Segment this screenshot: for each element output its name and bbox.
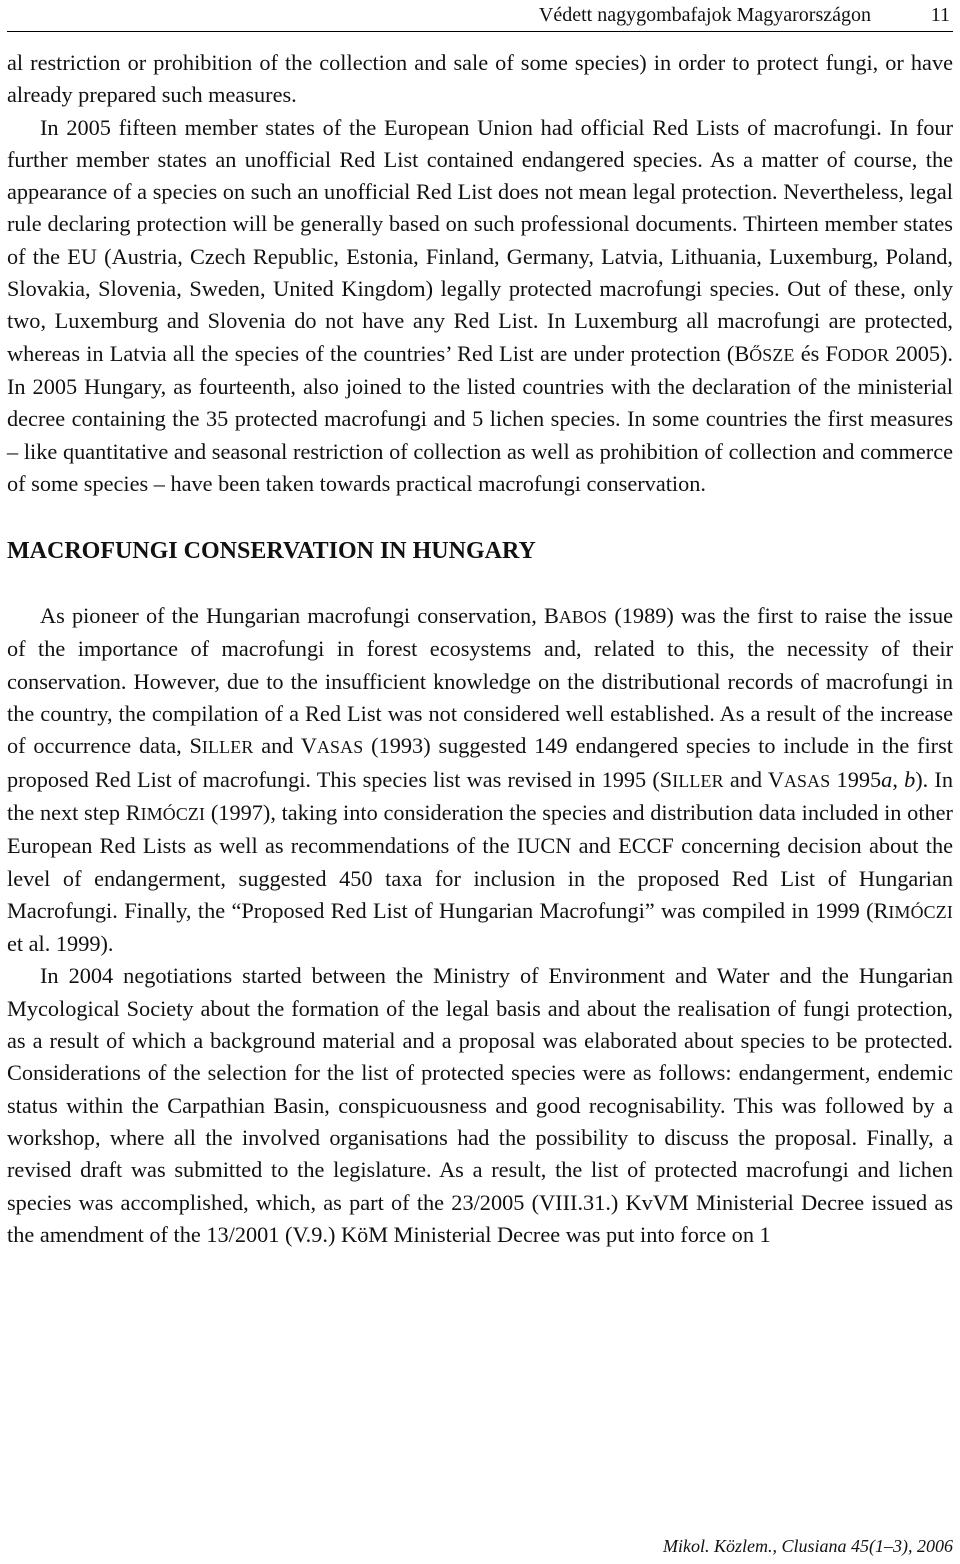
text-run: and xyxy=(723,766,768,792)
author-name: VASAS xyxy=(767,766,831,792)
author-name: VASAS xyxy=(300,733,364,759)
text-run: 1995 xyxy=(830,766,882,792)
text-run: ). In the next step xyxy=(7,766,953,825)
running-header xyxy=(7,3,953,32)
text-run: and xyxy=(253,733,301,759)
body-text xyxy=(7,47,953,1251)
author-name: RIMÓCZI xyxy=(873,897,953,923)
text-run: al restriction or prohibition of the collection and sale of some species) in order to protect fungi, or have already prepared such measures. xyxy=(7,50,953,108)
author-name: BŐSZE xyxy=(734,340,795,366)
author-name: SILLER xyxy=(189,733,254,759)
footer-citation xyxy=(663,1535,953,1557)
journal-name: Mikol. Közlem. xyxy=(662,1536,773,1556)
author-name: FODOR xyxy=(825,340,890,366)
paragraph-negotiations: In 2004 negotiations started between the Ministry of Environment and Water and the Hungarian Mycological Society about the formation of the legal basis and about the realisation of fungi protection, as a result of which a background material and a proposal was elaborated about species to be protected. Considerations of the selection for the list of protected species were as follows: endangerment, endemic status within the Carpathian Basin, conspicuousness and good recognisability. This was followed by a workshop, where all the involved organisations had the possibility to discuss the proposal. Finally, a revised draft was submitted to the legislature. As a result, the list of protected macrofungi and lichen species was accomplished, which, as part of the 23/2005 (VIII.31.) KvVM Ministerial Decree issued as the amendment of the 13/2001 (V.9.) KöM Ministerial Decree was put into force on 1 xyxy=(7,963,953,1247)
text-run: 2005). In 2005 Hungary, as fourteenth, also joined to the listed countries with the declaration of the ministerial decree containing the 35 protected macrofungi and 5 lichen species. In some countries the first measures – like quantitative and seasonal restriction of collection as well as prohibition of collection and commerce of some species – have been taken towards practical macrofungi conservation. xyxy=(7,340,953,496)
author-name: SILLER xyxy=(659,766,724,792)
document-page xyxy=(7,0,953,1564)
paragraph-continued xyxy=(7,47,953,112)
paragraph-pioneer xyxy=(7,600,953,960)
running-title: Védett nagygombafajok Magyarországon xyxy=(538,4,871,26)
text-run: (1993) suggested 149 endangered species to include in the first proposed Red List of macrofungi. This species list was revised in 1995 ( xyxy=(7,733,953,792)
author-name: BABOS xyxy=(543,603,608,629)
text-run: (1997), taking into consideration the species and distribution data included in other European Red Lists as well as recommendations of the IUCN and ECCF concerning decision about the level of endangerment, suggested 450 taxa for inclusion in the proposed Red List of Hungarian Macrofungi. Finally, the “Proposed Red List of Hungarian Macrofungi” was compiled in 1999 ( xyxy=(7,799,953,923)
text-run: In 2005 fifteen member states of the European Union had official Red Lists of macrofungi. In four further member states an unofficial Red List contained endangered species. As a matter of course, the appearance of a species on such an unofficial Red List does not mean legal protection. Nevertheless, legal rule declaring protection will be generally based on such professional documents. Thirteen member states of the EU (Austria, Czech Republic, Estonia, Finland, Germany, Latvia, Lithuania, Luxemburg, Poland, Slovakia, Slovenia, Sweden, United Kingdom) legally protected macrofungi species. Out of these, only two, Luxemburg and Slovenia do not have any Red List. In Luxemburg all macrofungi are protected, whereas in Latvia all the species of the countries’ Red List are under protection ( xyxy=(7,114,953,366)
citation-details: , Clusiana 45(1–3), 2006 xyxy=(772,1536,953,1556)
author-name: RIMÓCZI xyxy=(125,799,206,825)
text-run: et al. 1999). xyxy=(7,931,114,957)
text-run: és xyxy=(794,340,826,366)
paragraph-red-lists xyxy=(7,112,953,501)
italic-letter: b xyxy=(904,766,916,792)
section-heading: MACROFUNGI CONSERVATION IN HUNGARY xyxy=(7,538,536,565)
text-run: (1989) was the first to raise the issue of the importance of macrofungi in forest ecosystems and, related to this, the necessity of their conservation. However, due to the insufficient knowledge on the distributional records of macrofungi in the country, the compilation of a Red List was not considered well established. As a result of the increase of occurrence data, xyxy=(7,603,953,759)
italic-letter: a xyxy=(881,766,893,792)
text-run: , xyxy=(892,766,905,792)
page-number: 11 xyxy=(930,4,950,26)
text-run: As pioneer of the Hungarian macrofungi conservation, xyxy=(40,603,544,629)
